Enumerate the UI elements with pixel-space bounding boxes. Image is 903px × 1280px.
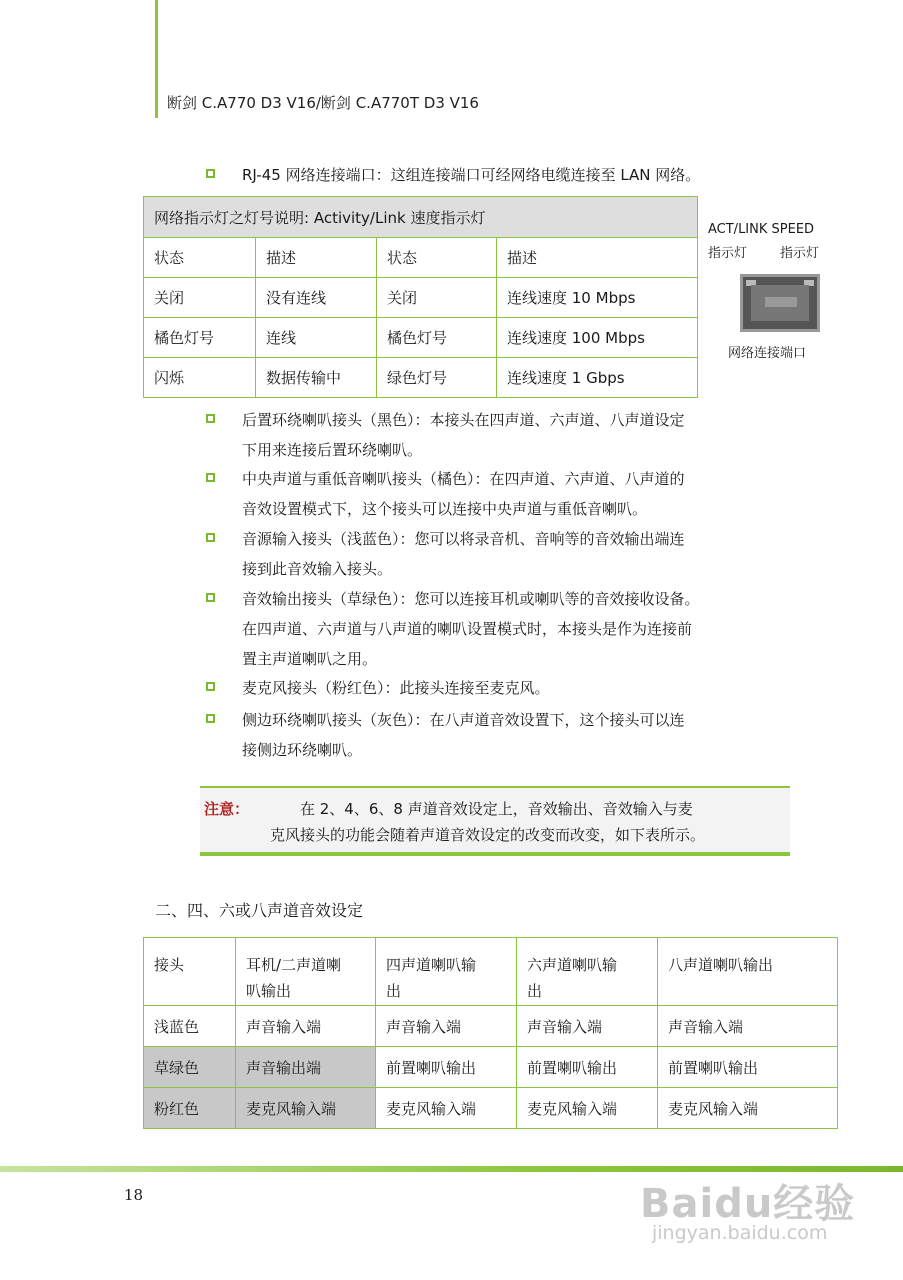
table-cell: 麦克风输入端 — [517, 1088, 658, 1129]
table-cell: 声音输入端 — [236, 1006, 376, 1047]
table-row — [144, 278, 698, 318]
header-line: 六声道喇叭输 — [527, 956, 618, 974]
port-socket — [751, 285, 809, 321]
table-cell: 连线速度 100 Mbps — [497, 318, 698, 358]
table-row — [144, 318, 698, 358]
table-row — [144, 1088, 838, 1129]
table-cell: 连线 — [256, 318, 377, 358]
table-cell: 麦克风输入端 — [658, 1088, 838, 1129]
port-left-label: 指示灯 — [708, 246, 748, 261]
table-cell: 没有连线 — [256, 278, 377, 318]
bullet-text — [242, 524, 802, 584]
bullet-line: 在四声道、六声道与八声道的喇叭设置模式时，本接头是作为连接前 — [242, 620, 693, 638]
page-header: 断剑 C.A770 D3 V16/断剑 C.A770T D3 V16 — [167, 94, 479, 112]
table-cell: 粉红色 — [144, 1088, 236, 1129]
bullet-line: 麦克风接头（粉红色）：此接头连接至麦克风。 — [242, 679, 550, 697]
table-header-cell: 状态 — [377, 238, 497, 278]
checkbox-bullet-icon — [206, 533, 215, 542]
table-cell: 前置喇叭输出 — [376, 1047, 517, 1088]
table-row — [144, 358, 698, 398]
table-cell: 前置喇叭输出 — [658, 1047, 838, 1088]
checkbox-bullet-icon — [206, 473, 215, 482]
table-row — [144, 238, 698, 278]
checkbox-bullet-icon — [206, 682, 215, 691]
table-cell: 连线速度 10 Mbps — [497, 278, 698, 318]
header-line: 出 — [527, 982, 543, 1000]
bullet-line: 置主声道喇叭之用。 — [242, 650, 378, 668]
header-line: 八声道喇叭输出 — [668, 956, 774, 974]
baidu-watermark — [640, 1150, 856, 1270]
section-title: 二、四、六或八声道音效设定 — [155, 901, 364, 920]
table-cell: 橘色灯号 — [377, 318, 497, 358]
bullet-line: 接到此音效输入接头。 — [242, 560, 393, 578]
port-slot — [765, 297, 797, 307]
bullet-text — [242, 464, 802, 524]
table-header-cell: 状态 — [144, 238, 256, 278]
table-header-cell — [658, 938, 838, 1006]
note-box — [200, 786, 790, 856]
port-caption: 网络连接端口 — [728, 346, 807, 361]
bullet-line: 中央声道与重低音喇叭接头（橘色）：在四声道、六声道、八声道的 — [242, 470, 685, 488]
table-header-cell — [376, 938, 517, 1006]
table-cell: 草绿色 — [144, 1047, 236, 1088]
table-cell: 连线速度 1 Gbps — [497, 358, 698, 398]
watermark-url: jingyan.baidu.com — [652, 1222, 828, 1244]
bullet-line: 音源输入接头（浅蓝色）：您可以将录音机、音响等的音效输出端连 — [242, 530, 685, 548]
header-line: 叭输出 — [246, 982, 292, 1000]
header-line: 接头 — [154, 956, 185, 974]
header-line: 四声道喇叭输 — [386, 956, 477, 974]
channel-table — [143, 937, 838, 1129]
table-cell: 前置喇叭输出 — [517, 1047, 658, 1088]
bullet-text — [242, 584, 802, 674]
table-row — [144, 1006, 838, 1047]
bullet-line: 后置环绕喇叭接头（黑色）：本接头在四声道、六声道、八声道设定 — [242, 411, 685, 429]
rj45-port-icon — [740, 274, 820, 332]
table-cell: 绿色灯号 — [377, 358, 497, 398]
table-header-cell — [144, 938, 236, 1006]
table-header-cell — [236, 938, 376, 1006]
table-cell: 声音输出端 — [236, 1047, 376, 1088]
header-line: 耳机/二声道喇 — [246, 956, 342, 974]
bullet-text — [242, 705, 802, 765]
bullet-line: 接侧边环绕喇叭。 — [242, 741, 363, 759]
bullet-line: 下用来连接后置环绕喇叭。 — [242, 441, 423, 459]
table-cell: 浅蓝色 — [144, 1006, 236, 1047]
bullet-text — [242, 673, 802, 703]
table-cell: 关闭 — [377, 278, 497, 318]
header-accent-line — [155, 0, 158, 118]
table-header-cell: 描述 — [256, 238, 377, 278]
table-cell: 麦克风输入端 — [376, 1088, 517, 1129]
note-label: 注意： — [204, 800, 250, 818]
port-right-label: 指示灯 — [780, 246, 820, 261]
table-row — [144, 938, 838, 1006]
header-line: 出 — [386, 982, 402, 1000]
led-table-caption: 网络指示灯之灯号说明: Activity/Link 速度指示灯 — [144, 197, 698, 238]
page-number: 18 — [124, 1186, 144, 1204]
bullet-line: 音效输出接头（草绿色）：您可以连接耳机或喇叭等的音效接收设备。 — [242, 590, 700, 608]
bullet-text — [242, 405, 802, 465]
port-top-label: ACT/LINK SPEED — [708, 222, 815, 237]
table-cell: 声音输入端 — [517, 1006, 658, 1047]
table-cell: 声音输入端 — [658, 1006, 838, 1047]
table-cell: 闪烁 — [144, 358, 256, 398]
table-header-cell: 描述 — [497, 238, 698, 278]
table-cell: 麦克风输入端 — [236, 1088, 376, 1129]
checkbox-bullet-icon — [206, 714, 215, 723]
table-row — [144, 1047, 838, 1088]
table-cell: 橘色灯号 — [144, 318, 256, 358]
bullet-line: 音效设置模式下，这个接头可以连接中央声道与重低音喇叭。 — [242, 500, 648, 518]
checkbox-bullet-icon — [206, 593, 215, 602]
bullet-line: 侧边环绕喇叭接头（灰色）：在八声道音效设置下，这个接头可以连 — [242, 711, 685, 729]
table-header-cell — [517, 938, 658, 1006]
led-table — [143, 196, 698, 398]
table-cell: 声音输入端 — [376, 1006, 517, 1047]
rj45-text: RJ-45 网络连接端口：这组连接端口可经网络电缆连接至 LAN 网络。 — [242, 166, 701, 184]
table-cell: 数据传输中 — [256, 358, 377, 398]
watermark-brand: Baidu经验 — [640, 1181, 856, 1227]
checkbox-bullet-icon — [206, 169, 215, 178]
checkbox-bullet-icon — [206, 414, 215, 423]
note-line: 在 2、4、6、8 声道音效设定上，音效输出、音效输入与麦 — [300, 800, 693, 818]
note-line: 克风接头的功能会随着声道音效设定的改变而改变，如下表所示。 — [270, 826, 706, 844]
lan-port-figure — [706, 222, 826, 362]
table-cell: 关闭 — [144, 278, 256, 318]
